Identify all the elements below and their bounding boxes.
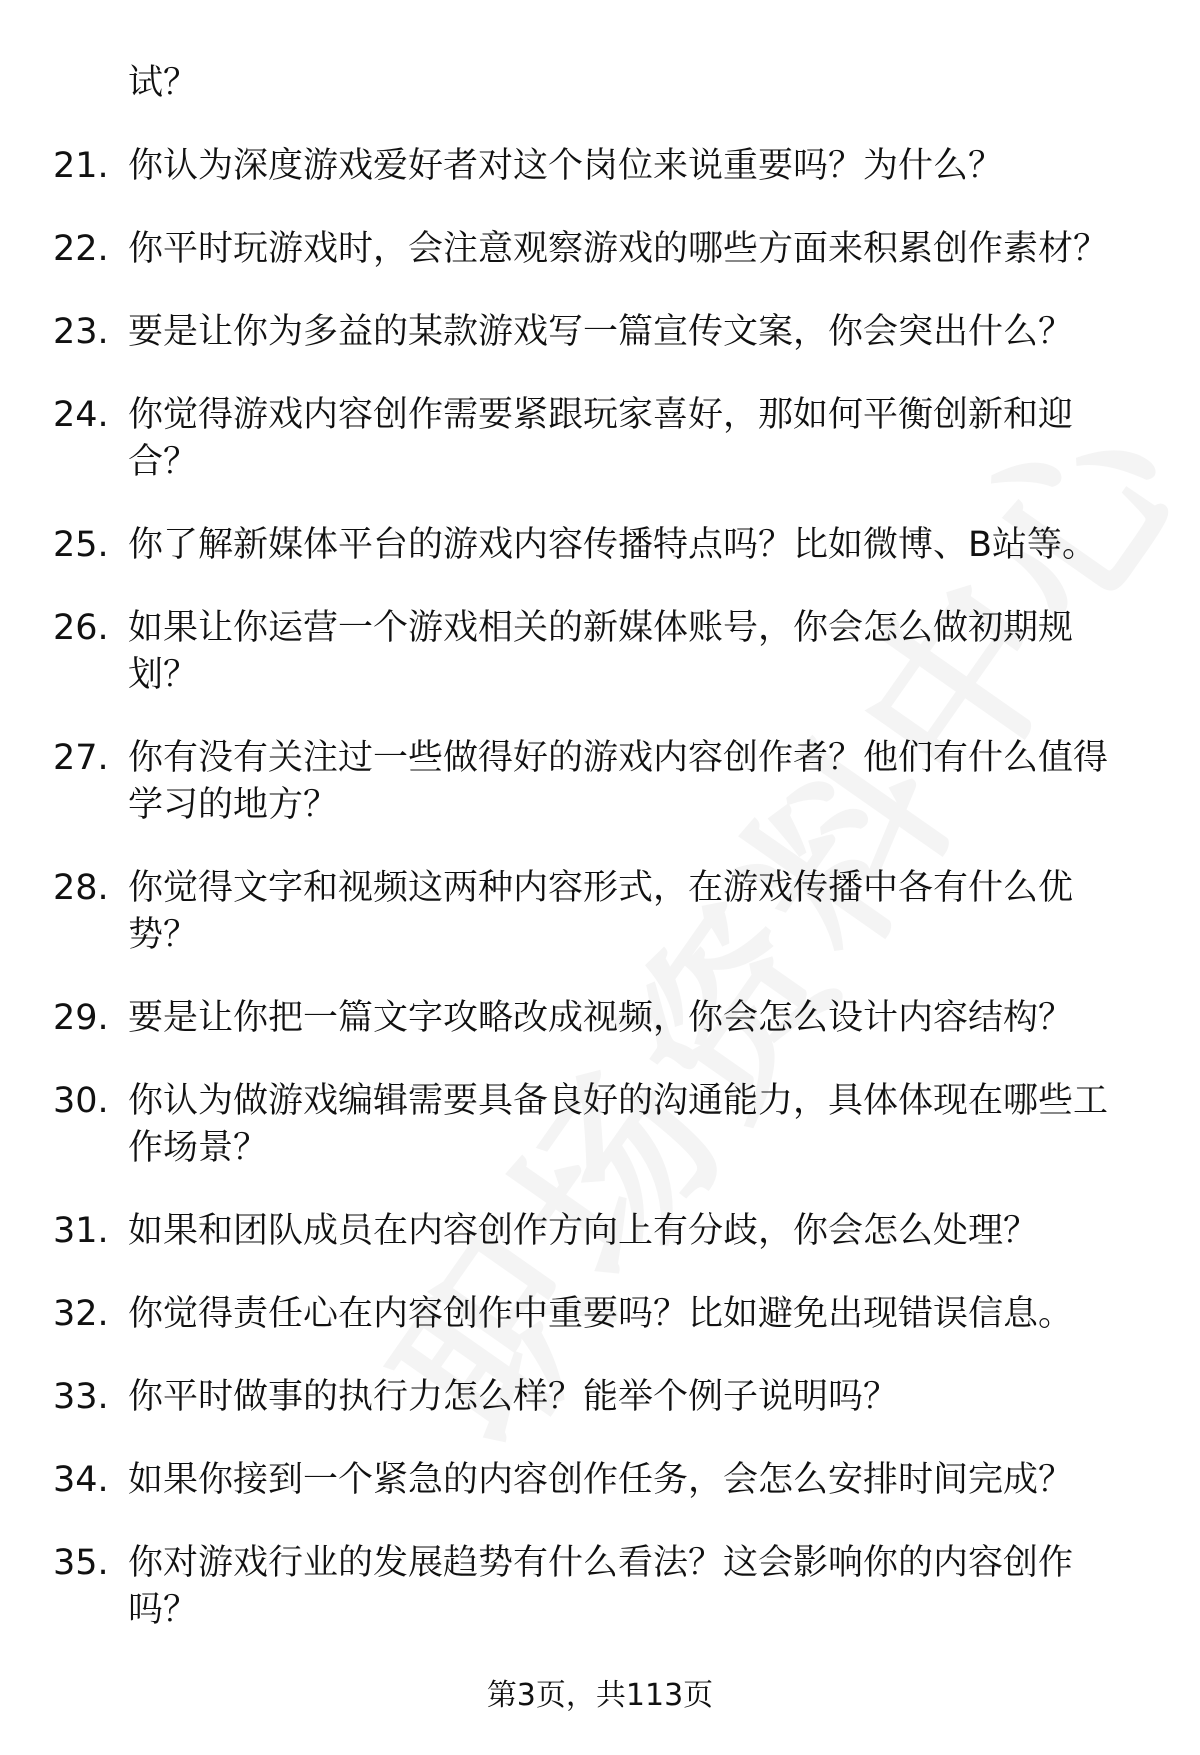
- question-number: 28.: [53, 868, 109, 908]
- question-text: 你觉得责任心在内容创作中重要吗？比如避免出现错误信息。: [128, 1294, 1074, 1334]
- continuation-text: 试？: [128, 63, 199, 103]
- question-text: 你觉得文字和视频这两种内容形式，在游戏传播中各有什么优势？: [128, 868, 1074, 955]
- question-item: [0, 1374, 1200, 1421]
- question-item: [0, 1078, 1200, 1172]
- question-item: [0, 735, 1200, 829]
- question-number: 24.: [53, 395, 109, 435]
- question-number: 21.: [53, 146, 109, 186]
- question-text: 你平时做事的执行力怎么样？能举个例子说明吗？: [128, 1377, 899, 1417]
- page-footer: 第3页，共113页: [486, 1678, 714, 1713]
- question-item: [0, 522, 1200, 569]
- question-number: 23.: [53, 312, 109, 352]
- question-item: [0, 605, 1200, 699]
- question-number: 26.: [53, 608, 109, 648]
- question-item: [0, 995, 1200, 1042]
- question-text: 你认为深度游戏爱好者对这个岗位来说重要吗？为什么？: [128, 146, 1004, 186]
- question-item: [0, 392, 1200, 486]
- question-text: 你了解新媒体平台的游戏内容传播特点吗？比如微博、B站等。: [128, 525, 1098, 565]
- question-list: [0, 60, 1200, 1670]
- question-text: 如果你接到一个紧急的内容创作任务，会怎么安排时间完成？: [128, 1460, 1074, 1500]
- question-text: 如果让你运营一个游戏相关的新媒体账号，你会怎么做初期规划？: [128, 608, 1074, 695]
- question-text: 你有没有关注过一些做得好的游戏内容创作者？他们有什么值得学习的地方？: [128, 738, 1109, 825]
- question-item: [0, 309, 1200, 356]
- question-item: [0, 865, 1200, 959]
- question-item: [0, 1208, 1200, 1255]
- question-number: 29.: [53, 998, 109, 1038]
- question-text: 你对游戏行业的发展趋势有什么看法？这会影响你的内容创作吗？: [128, 1543, 1074, 1630]
- question-number: 31.: [53, 1211, 109, 1251]
- question-number: 33.: [53, 1377, 109, 1417]
- question-number: 35.: [53, 1543, 109, 1583]
- question-text: 如果和团队成员在内容创作方向上有分歧，你会怎么处理？: [128, 1211, 1039, 1251]
- question-item: [0, 226, 1200, 273]
- question-number: 30.: [53, 1081, 109, 1121]
- question-number: 25.: [53, 525, 109, 565]
- question-number: 34.: [53, 1460, 109, 1500]
- question-item: [0, 1540, 1200, 1634]
- question-item: [0, 1457, 1200, 1504]
- question-number: 27.: [53, 738, 109, 778]
- question-text: 要是让你把一篇文字攻略改成视频，你会怎么设计内容结构？: [128, 998, 1074, 1038]
- question-text: 要是让你为多益的某款游戏写一篇宣传文案，你会突出什么？: [128, 312, 1074, 352]
- question-number: 32.: [53, 1294, 109, 1334]
- question-text: 你平时玩游戏时，会注意观察游戏的哪些方面来积累创作素材？: [128, 229, 1109, 269]
- question-item: [0, 143, 1200, 190]
- question-item: [0, 1291, 1200, 1338]
- question-text: 你觉得游戏内容创作需要紧跟玩家喜好，那如何平衡创新和迎合？: [128, 395, 1074, 482]
- question-number: 22.: [53, 229, 109, 269]
- question-text: 你认为做游戏编辑需要具备良好的沟通能力，具体体现在哪些工作场景？: [128, 1081, 1109, 1168]
